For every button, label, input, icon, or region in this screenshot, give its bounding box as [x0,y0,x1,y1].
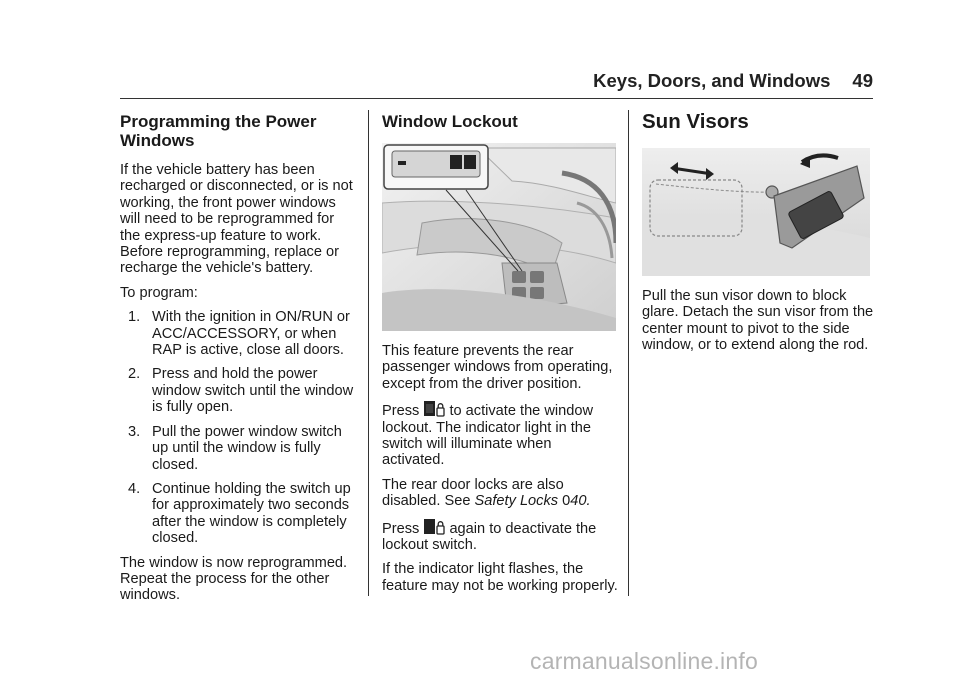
lockout-para-3: The rear door locks are also disabled. See Safety Locks 040. [382,476,591,510]
list-item: 4. Continue holding the switch up for approximately two seconds after the window is completely closed. [128,480,351,547]
section-title: Keys, Doors, and Windows [593,70,831,91]
to-program-label: To program: [120,284,198,301]
lockout-para-4: Press again to deactivate the lockout switch. [382,518,618,554]
window-lockout-icon [423,518,445,536]
window-lockout-icon [423,400,445,418]
header-rule [120,98,873,99]
list-item: 3. Pull the power window switch up until the window is fully closed. [128,423,342,473]
safety-locks-page[interactable]: 40. [570,493,591,510]
sun-visor-illustration [642,148,870,276]
programming-intro: If the vehicle battery has been recharged or disconnected, or is not working, the front power windows will need to be reprogrammed for the express-up feature to work. Before reprogramming, replace or recharge the vehicle's battery. [120,162,353,277]
column-window-lockout [382,108,618,602]
running-header [120,70,873,92]
column-divider-1 [368,110,369,596]
heading-sun-visors: Sun Visors [642,110,749,133]
heading-programming-power-windows: Programming the Power Windows [120,112,317,150]
column-divider-2 [628,110,629,596]
heading-window-lockout: Window Lockout [382,112,518,131]
column-programming [120,108,356,612]
programming-outro: The window is now reprogrammed. Repeat the process for the other windows. [120,554,348,604]
safety-locks-reference[interactable]: Safety Locks [474,493,559,510]
list-item: 2. Press and hold the power window switch until the window is fully open. [128,366,354,416]
lockout-para-2: Press to activate the window lockout. The indicator light in the switch will illuminate when activated. [382,400,618,469]
watermark: carmanualsonline.info [530,648,758,674]
programming-steps [120,309,356,546]
page-ref-arrow-icon: 0 [562,493,571,510]
sun-visor-para: Pull the sun visor down to block glare. Detach the sun visor from the center mount to pivot to the side window, or to extend along the rod. [642,288,874,354]
door-panel-illustration [382,143,616,331]
lockout-para-1: This feature prevents the rear passenger windows from operating, except from the driver position. [382,343,613,392]
list-item: 1. With the ignition in ON/RUN or ACC/ACCESSORY, or when RAP is active, close all doors. [128,309,350,359]
column-sun-visors [642,108,874,362]
page-number: 49 [852,70,873,91]
lockout-para-5: If the indicator light flashes, the feature may not be working properly. [382,561,618,594]
